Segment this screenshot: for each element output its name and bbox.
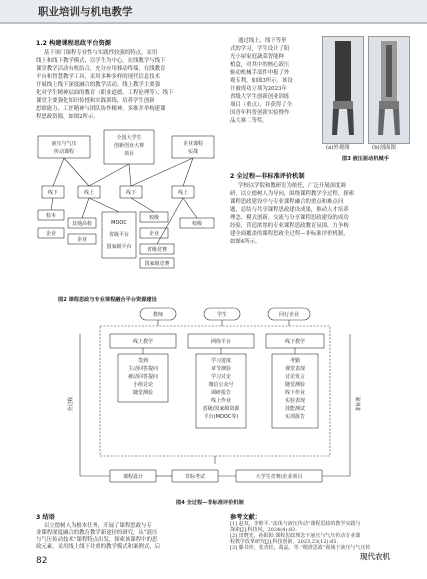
- text-line: 题，总结与共享课程思政建设成果，推动人才培养: [230, 207, 349, 213]
- offline-item: 课堂表现: [284, 366, 306, 372]
- reference-line: [3] 滕书珍，张青松，葛晶，等.“精准思政”视域下液压与气压传: [230, 545, 371, 551]
- platform-item: 学习进度: [210, 358, 232, 364]
- label-contest-1: 全国大学生: [116, 135, 142, 141]
- label-offline-1: 线下: [47, 190, 59, 196]
- platform-item: 省级/国家级资源: [202, 406, 240, 412]
- text-line: 植盒，对其中的核心液压: [230, 62, 290, 68]
- text-line: 平台和智慧教学工具，采用多种多样的现代信息技术: [36, 74, 160, 80]
- references-heading: 参考文献：: [230, 514, 261, 521]
- label-enterprise-1: 企业: [45, 231, 57, 237]
- text-line: 通过线上、线下等形: [238, 38, 287, 44]
- platform-item: 调研报告: [210, 390, 232, 396]
- offline-item: 讨论发言: [284, 374, 306, 380]
- figure-4-diagram: [60, 304, 380, 496]
- offline-item: 技能测试: [284, 406, 306, 412]
- page-number: 82: [36, 556, 48, 566]
- label-ent-2: 实战: [187, 149, 199, 155]
- platform-item: 微信公众号: [208, 382, 234, 388]
- label-mooc-1: MOOC: [111, 220, 127, 226]
- text-line: 建全面覆盖的课程思政全过程—非标准评价机制，: [230, 231, 349, 237]
- text-line: 以立德树人为根本任务，开展了课程思政与专: [44, 523, 152, 529]
- bottom-box-label: 课程设计: [122, 474, 144, 480]
- section-heading-2: 2 全过程—非标准评价机制: [230, 173, 305, 180]
- photo-section-view: [368, 36, 410, 144]
- text-line: 省级大学生创新创业训练: [230, 94, 290, 100]
- page-header: [0, 0, 427, 22]
- text-line: 课堂主要强化知识传授和实践训练，培养学生创新: [36, 98, 155, 104]
- online-item: 小组讨论: [132, 382, 154, 388]
- col-title: 线上教学: [132, 339, 154, 345]
- label-hydraulic-1: 液压与气压: [51, 141, 77, 147]
- journal-logo: 现代农机: [360, 552, 390, 561]
- text-line: 开展线上线下深度融合的教学活动。线上教学主要强: [36, 82, 160, 88]
- text-line: 程思政资源，如图2所示。: [36, 114, 99, 120]
- text-line: 与气压传动技术”课程特点出发，探索该课程中的思: [36, 537, 158, 543]
- figure-2-caption: 图2 课程思政与专业课程融合平台资源建设: [58, 297, 157, 303]
- label-prov-contest: 省级竞赛: [146, 247, 168, 253]
- label-contest-2: 创新创业大赛: [113, 143, 145, 149]
- gripper-section-icon: [369, 37, 409, 143]
- text-line: 如图4所示。: [230, 239, 261, 245]
- gripper-exterior-icon: [323, 37, 363, 143]
- photo-caption-b: (b)剖面图: [372, 145, 396, 151]
- text-line: 课堂教学活动有机结合，充分应用移动终端，在线教育: [36, 66, 166, 72]
- text-line: 基于该门课程专业性与实践性较强的特点，采用: [44, 50, 158, 56]
- offline-item: 线下作业: [284, 390, 306, 396]
- label-ent-1: 企业课程: [182, 141, 204, 147]
- label-offline-2: 线下: [125, 190, 137, 196]
- figure-4-caption: 图4 全过程—非标准评价机制: [176, 500, 244, 506]
- label-hydraulic-2: 传动课程: [53, 149, 75, 155]
- platform-item: 线上作业: [210, 398, 232, 404]
- text-line: 项目（重点），并获得了全: [230, 102, 292, 108]
- text-line: 理念、模式创新。交流与分享课程思政建设的成功: [230, 215, 349, 221]
- reference-line: [2] 田晓光，孙阳阳.课程思政理念下液压与气压传动专业课: [230, 533, 361, 539]
- label-school: 校本: [45, 213, 57, 219]
- online-item: 随堂测验: [132, 390, 154, 396]
- photo-caption-a: (a)外观图: [326, 145, 350, 151]
- label-online-2: 线上: [177, 190, 189, 196]
- label-enterprise-3: 企业: [148, 231, 160, 237]
- text-line: 化对学生精神层面的教育（职业道德、工程伦理等），线下: [36, 90, 174, 96]
- label-school-level: 校级: [148, 215, 160, 221]
- bottom-box-label: 非标考试: [184, 474, 206, 480]
- reference-line: [1] 赵双，李维平.“流体与液压传动”课程思政的教学实践与: [230, 521, 361, 527]
- label-nat-contest: 国家级竞赛: [144, 261, 170, 267]
- online-item: 主动回答提问: [127, 366, 159, 372]
- label-nat-platform: 国家级平台: [106, 244, 132, 250]
- reference-line: 探索[J].科技风，2024(4):83.: [230, 527, 297, 533]
- online-item: 签到: [137, 358, 149, 364]
- section-heading-3: 3 结语: [36, 514, 55, 521]
- figure-3-caption: 图3 液压驱动机械手: [342, 156, 389, 162]
- platform-item: 学习讨论: [210, 374, 232, 380]
- text-line: 驱动机械手部件申报了外: [230, 70, 290, 76]
- text-line: 品大赛二等奖。: [230, 118, 268, 124]
- offline-item: 考勤: [289, 358, 301, 364]
- offline-item: 随堂测验: [284, 382, 306, 388]
- col-title: 线下教学: [284, 339, 306, 345]
- label-contest-3: 项目: [123, 151, 135, 157]
- role-label: 教师: [152, 312, 164, 318]
- header-title: 职业培训与机电教学: [38, 6, 133, 18]
- text-line: 业课程深度融合的教育教学新途径的研究，从“液压: [36, 530, 158, 536]
- text-line: 学校以学院和教研室为依托，广泛开展深度调: [238, 183, 346, 189]
- text-line: 计被成功立项为2023年: [230, 86, 287, 92]
- label-enterprise-2: 企业: [76, 237, 88, 243]
- label-online-1: 线上: [83, 190, 95, 196]
- text-line: 研，以立德树人为导向，围绕课程教学全过程，探索: [230, 191, 354, 197]
- offline-item: 实验表现: [284, 398, 306, 404]
- side-label-full-process: 全过程: [68, 396, 74, 412]
- label-prov-platform: 省级平台: [108, 232, 130, 238]
- side-label-non-standard: 非标准: [356, 396, 362, 412]
- text-line: 政元素，采用线上线下并重的教学模式和案例式、启: [36, 544, 160, 550]
- header-rule: [0, 22, 427, 24]
- text-line: 光小屋家庭蔬菜智能种: [230, 54, 284, 60]
- bottom-box-label: 大学生竞赛/企业项目: [255, 474, 303, 480]
- label-other-univ: 其他高校: [71, 221, 93, 227]
- online-item: 被动回答提问: [127, 374, 159, 380]
- text-line: 线上和线下教学模式，以学生为中心，在线教学与线下: [36, 58, 166, 64]
- text-line: 思维能力、工匠精神与团队协作精神，多维并举构建课: [36, 106, 166, 112]
- text-line: 课程思政建设中与专业课程融合的重点和难点问: [230, 199, 344, 205]
- text-line: 观专利，如图3所示。该设: [230, 78, 293, 84]
- role-label: 学生: [216, 312, 228, 318]
- section-heading-1-2: 1.2 构建课程思政平台资源: [36, 40, 111, 47]
- text-line: 式的学习，学生设计了阳: [230, 46, 290, 52]
- platform-item: 章节测验: [210, 366, 232, 372]
- role-label: 同行企业: [278, 312, 300, 318]
- photo-exterior-view: [322, 36, 364, 144]
- figure-2-diagram: [34, 124, 224, 294]
- label-school-level-2: 校级: [191, 221, 203, 227]
- text-line: 经验，营造浓厚的专业课程思政教育氛围，力争构: [230, 223, 349, 229]
- col-title: 网络平台: [210, 339, 232, 345]
- offline-item: 实训报告: [284, 414, 306, 420]
- platform-item: 平台(MOOC等): [203, 414, 239, 420]
- text-line: 国青年科普创新实验暨作: [230, 110, 290, 116]
- reference-line: 程教学改革研究[J].科技创新，2023,23(12):85.: [230, 539, 339, 545]
